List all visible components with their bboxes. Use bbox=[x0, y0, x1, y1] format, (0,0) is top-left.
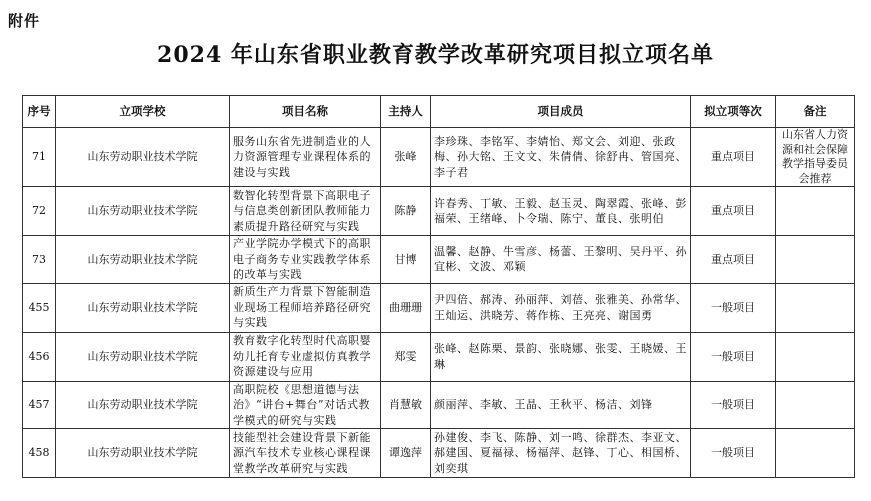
cell-school: 山东劳动职业技术学院 bbox=[56, 332, 230, 381]
cell-level: 重点项目 bbox=[691, 187, 776, 236]
cell-project: 新质生产力背景下智能制造业现场工程师培养路径研究与实践 bbox=[230, 283, 381, 332]
table-row bbox=[23, 187, 855, 236]
cell-members: 温馨、赵静、牛雪彦、杨蕾、王黎明、吴丹平、孙宜彬、文波、邓颖 bbox=[431, 236, 691, 284]
project-list-table bbox=[22, 95, 855, 478]
cell-members: 尹四倍、郝涛、孙丽萍、刘蓓、张雅美、孙常华、王灿运、洪晓芳、蒋作栋、王亮亮、谢国勇 bbox=[431, 283, 691, 332]
cell-no: 73 bbox=[23, 236, 56, 284]
cell-note bbox=[776, 381, 855, 429]
column-header-no: 序号 bbox=[23, 96, 56, 128]
cell-no: 456 bbox=[23, 332, 56, 381]
cell-note: 山东省人力资源和社会保障教学指导委员会推荐 bbox=[776, 128, 855, 187]
cell-host: 张峰 bbox=[381, 128, 431, 187]
attachment-label: 附件 bbox=[8, 12, 41, 30]
table-row bbox=[23, 128, 855, 187]
cell-host: 肖慧敏 bbox=[381, 381, 431, 429]
cell-project: 高职院校《思想道德与法治》“讲台+舞台”对话式教学模式的研究与实践 bbox=[230, 381, 381, 429]
cell-level: 重点项目 bbox=[691, 128, 776, 187]
cell-note bbox=[776, 187, 855, 236]
cell-project: 数智化转型背景下高职电子与信息类创新团队教师能力素质提升路径研究与实践 bbox=[230, 187, 381, 236]
table-row bbox=[23, 381, 855, 429]
table-row bbox=[23, 283, 855, 332]
cell-no: 71 bbox=[23, 128, 56, 187]
cell-no: 458 bbox=[23, 429, 56, 478]
cell-members: 颜丽萍、李敏、王晶、王秋平、杨洁、刘锋 bbox=[431, 381, 691, 429]
cell-no: 455 bbox=[23, 283, 56, 332]
column-header-level: 拟立项等次 bbox=[691, 96, 776, 128]
cell-school: 山东劳动职业技术学院 bbox=[56, 128, 230, 187]
cell-members: 许春秀、丁敏、王毅、赵玉灵、陶翠霞、张峰、彭福荣、王绪峰、卜令瑞、陈宁、董良、张明伯 bbox=[431, 187, 691, 236]
cell-note bbox=[776, 236, 855, 284]
cell-members: 李珍珠、李铭军、李婧怡、郑文会、刘迎、张政梅、孙大铭、王文文、朱倩倩、徐舒冉、管国亮、李子君 bbox=[431, 128, 691, 187]
cell-level: 一般项目 bbox=[691, 332, 776, 381]
cell-host: 甘博 bbox=[381, 236, 431, 284]
column-header-members: 项目成员 bbox=[431, 96, 691, 128]
cell-school: 山东劳动职业技术学院 bbox=[56, 236, 230, 284]
cell-host: 曲珊珊 bbox=[381, 283, 431, 332]
table-header-row bbox=[23, 96, 855, 128]
cell-host: 谭逸萍 bbox=[381, 429, 431, 478]
cell-school: 山东劳动职业技术学院 bbox=[56, 283, 230, 332]
page-title: 2024 年山东省职业教育教学改革研究项目拟立项名单 bbox=[157, 42, 714, 68]
cell-level: 一般项目 bbox=[691, 283, 776, 332]
cell-host: 陈静 bbox=[381, 187, 431, 236]
table-row bbox=[23, 429, 855, 478]
table-row bbox=[23, 236, 855, 284]
cell-note bbox=[776, 332, 855, 381]
cell-host: 郑雯 bbox=[381, 332, 431, 381]
cell-school: 山东劳动职业技术学院 bbox=[56, 381, 230, 429]
column-header-host: 主持人 bbox=[381, 96, 431, 128]
cell-note bbox=[776, 283, 855, 332]
cell-no: 457 bbox=[23, 381, 56, 429]
cell-project: 技能型社会建设背景下新能源汽车技术专业核心课程课堂教学改革研究与实践 bbox=[230, 429, 381, 478]
cell-members: 孙建俊、李飞、陈静、刘一鸣、徐群杰、李亚文、郝建国、夏福禄、杨福萍、赵锋、丁心、相国桥、刘奕琪 bbox=[431, 429, 691, 478]
column-header-school: 立项学校 bbox=[56, 96, 230, 128]
cell-note bbox=[776, 429, 855, 478]
cell-project: 教育数字化转型时代高职婴幼儿托育专业虚拟仿真教学资源建设与应用 bbox=[230, 332, 381, 381]
cell-level: 重点项目 bbox=[691, 236, 776, 284]
cell-level: 一般项目 bbox=[691, 381, 776, 429]
cell-school: 山东劳动职业技术学院 bbox=[56, 429, 230, 478]
cell-no: 72 bbox=[23, 187, 56, 236]
column-header-project: 项目名称 bbox=[230, 96, 381, 128]
column-header-note: 备注 bbox=[776, 96, 855, 128]
table-row bbox=[23, 332, 855, 381]
cell-project: 产业学院办学模式下的高职电子商务专业实践教学体系的改革与实践 bbox=[230, 236, 381, 284]
cell-school: 山东劳动职业技术学院 bbox=[56, 187, 230, 236]
cell-level: 一般项目 bbox=[691, 429, 776, 478]
cell-members: 张峰、赵陈栗、景韵、张晓娜、张雯、王晓媛、王琳 bbox=[431, 332, 691, 381]
cell-project: 服务山东省先进制造业的人力资源管理专业课程体系的建设与实践 bbox=[230, 128, 381, 187]
